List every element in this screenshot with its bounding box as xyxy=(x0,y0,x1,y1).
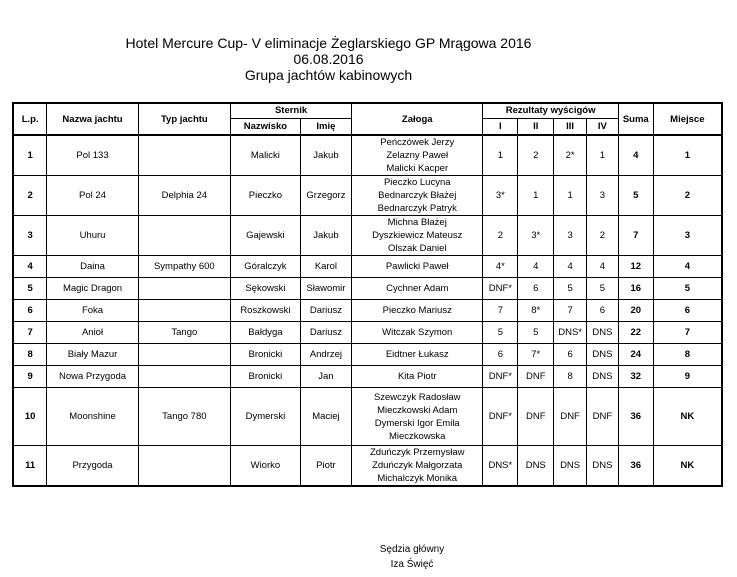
results-table xyxy=(12,102,723,487)
header-surname: Nazwisko xyxy=(231,118,301,135)
cell-helm-firstname: Piotr xyxy=(300,446,351,487)
cell-lp: 4 xyxy=(13,256,47,278)
cell-race-2: DNF xyxy=(518,388,554,446)
cell-yacht-type: Sympathy 600 xyxy=(138,256,230,278)
crew-member: Pieczko Lucyna xyxy=(383,177,451,188)
crew-member: Dyszkiewicz Mateusz xyxy=(372,230,463,241)
cell-lp: 7 xyxy=(13,322,47,344)
cell-crew xyxy=(352,135,483,176)
cell-race-1: 3* xyxy=(483,176,518,216)
cell-race-4: DNS xyxy=(587,366,619,388)
cell-crew xyxy=(352,278,483,300)
cell-place: 6 xyxy=(653,300,722,322)
crew-member: Zduńczyk Przemysław xyxy=(369,447,465,458)
cell-lp: 1 xyxy=(13,135,47,176)
cell-place: 3 xyxy=(653,216,722,256)
crew-member: Zelazny Paweł xyxy=(386,150,449,161)
cell-yacht-name: Anioł xyxy=(47,322,138,344)
cell-crew xyxy=(352,366,483,388)
header-lp: L.p. xyxy=(13,103,47,135)
cell-race-3: 6 xyxy=(554,344,587,366)
cell-place: 9 xyxy=(653,366,722,388)
crew-member: Olszak Daniel xyxy=(387,243,447,254)
cell-place: 2 xyxy=(653,176,722,216)
header-name: Nazwa jachtu xyxy=(47,103,138,135)
cell-race-4: DNS xyxy=(587,446,619,487)
crew-member: Pieczko Mariusz xyxy=(382,305,452,316)
cell-lp: 5 xyxy=(13,278,47,300)
cell-yacht-name: Foka xyxy=(47,300,138,322)
crew-member: Malicki Kacper xyxy=(386,163,449,174)
cell-yacht-name: Pol 24 xyxy=(47,176,138,216)
cell-race-1: DNS* xyxy=(483,446,518,487)
cell-crew xyxy=(352,388,483,446)
table-row xyxy=(13,300,722,322)
cell-yacht-type xyxy=(138,135,230,176)
cell-race-3: 4 xyxy=(554,256,587,278)
cell-yacht-name: Magic Dragon xyxy=(47,278,138,300)
cell-helm-firstname: Maciej xyxy=(300,388,351,446)
cell-race-1: 2 xyxy=(483,216,518,256)
cell-race-1: DNF* xyxy=(483,388,518,446)
table-row xyxy=(13,278,722,300)
cell-lp: 8 xyxy=(13,344,47,366)
cell-helm-firstname: Dariusz xyxy=(300,300,351,322)
header-firstname: Imię xyxy=(300,118,351,135)
crew-member: Dymerski Igor Emila xyxy=(374,417,460,429)
header-r3: III xyxy=(554,118,587,135)
cell-helm-firstname: Dariusz xyxy=(300,322,351,344)
cell-lp: 10 xyxy=(13,388,47,446)
cell-yacht-type xyxy=(138,300,230,322)
crew-member: Eidtner Łukasz xyxy=(385,349,449,360)
crew-member: Michalczyk Monika xyxy=(377,473,458,484)
cell-yacht-type: Delphia 24 xyxy=(138,176,230,216)
crew-member: Michna Błażej xyxy=(387,217,447,228)
cell-race-1: DNF* xyxy=(483,278,518,300)
cell-race-3: DNF xyxy=(554,388,587,446)
cell-race-2: 8* xyxy=(518,300,554,322)
cell-helm-surname: Bronicki xyxy=(231,344,301,366)
cell-sum: 20 xyxy=(618,300,653,322)
judge-title: Sędzia główny xyxy=(379,544,445,555)
cell-yacht-name: Moonshine xyxy=(47,388,138,446)
header-r1: I xyxy=(483,118,518,135)
cell-race-4: DNS xyxy=(587,344,619,366)
cell-sum: 4 xyxy=(618,135,653,176)
cell-lp: 2 xyxy=(13,176,47,216)
cell-race-4: DNF xyxy=(587,388,619,446)
cell-race-2: 5 xyxy=(518,322,554,344)
cell-yacht-type xyxy=(138,216,230,256)
table-row xyxy=(13,216,722,256)
cell-crew xyxy=(352,344,483,366)
cell-helm-firstname: Jakub xyxy=(300,135,351,176)
table-row xyxy=(13,388,722,446)
cell-yacht-name: Uhuru xyxy=(47,216,138,256)
cell-helm-surname: Bałdyga xyxy=(231,322,301,344)
cell-race-1: 7 xyxy=(483,300,518,322)
cell-yacht-type: Tango 780 xyxy=(138,388,230,446)
cell-sum: 16 xyxy=(618,278,653,300)
crew-member: Kita Piotr xyxy=(397,371,437,382)
cell-yacht-name: Przygoda xyxy=(47,446,138,487)
cell-helm-surname: Wiorko xyxy=(231,446,301,487)
cell-place: NK xyxy=(653,388,722,446)
cell-lp: 3 xyxy=(13,216,47,256)
cell-sum: 12 xyxy=(618,256,653,278)
cell-yacht-type xyxy=(138,278,230,300)
cell-sum: 32 xyxy=(618,366,653,388)
cell-race-3: 3 xyxy=(554,216,587,256)
cell-race-2: DNF xyxy=(518,366,554,388)
crew-member: Bednarczyk Błażej xyxy=(378,190,457,201)
cell-helm-surname: Gajewski xyxy=(231,216,301,256)
cell-race-1: DNF* xyxy=(483,366,518,388)
cell-sum: 5 xyxy=(618,176,653,216)
cell-race-3: 2* xyxy=(554,135,587,176)
cell-crew xyxy=(352,216,483,256)
cell-yacht-type xyxy=(138,366,230,388)
header-r4: IV xyxy=(587,118,619,135)
cell-race-2: 6 xyxy=(518,278,554,300)
cell-helm-surname: Góralczyk xyxy=(231,256,301,278)
cell-helm-surname: Malicki xyxy=(231,135,301,176)
cell-yacht-name: Biały Mazur xyxy=(47,344,138,366)
cell-race-2: DNS xyxy=(518,446,554,487)
cell-yacht-type: Tango xyxy=(138,322,230,344)
cell-race-4: 2 xyxy=(587,216,619,256)
cell-race-3: 1 xyxy=(554,176,587,216)
header-sum: Suma xyxy=(618,103,653,135)
cell-race-3: 5 xyxy=(554,278,587,300)
cell-helm-firstname: Sławomir xyxy=(300,278,351,300)
cell-sum: 24 xyxy=(618,344,653,366)
cell-race-3: 7 xyxy=(554,300,587,322)
cell-race-4: 3 xyxy=(587,176,619,216)
cell-race-4: DNS xyxy=(587,322,619,344)
crew-member: Zduńczyk Małgorzata xyxy=(372,460,463,471)
cell-race-2: 4 xyxy=(518,256,554,278)
cell-helm-surname: Dymerski xyxy=(231,388,301,446)
cell-race-1: 6 xyxy=(483,344,518,366)
header-place: Miejsce xyxy=(653,103,722,135)
cell-sum: 36 xyxy=(618,446,653,487)
cell-lp: 11 xyxy=(13,446,47,487)
table-row xyxy=(13,344,722,366)
crew-member: Cychner Adam xyxy=(386,283,449,294)
header-type: Typ jachtu xyxy=(138,103,230,135)
group-title: Grupa jachtów kabinowych xyxy=(244,67,413,83)
table-row xyxy=(13,176,722,216)
cell-helm-firstname: Karol xyxy=(300,256,351,278)
cell-helm-firstname: Jakub xyxy=(300,216,351,256)
header-results: Rezultaty wyścigów xyxy=(483,103,618,118)
cell-place: 7 xyxy=(653,322,722,344)
cell-race-4: 4 xyxy=(587,256,619,278)
cell-yacht-type xyxy=(138,446,230,487)
crew-member: Bednarczyk Patryk xyxy=(377,203,457,214)
cell-helm-surname: Pieczko xyxy=(231,176,301,216)
cell-race-3: DNS* xyxy=(554,322,587,344)
crew-member: Mieczkowska xyxy=(388,430,446,442)
cell-race-2: 3* xyxy=(518,216,554,256)
event-date: 06.08.2016 xyxy=(293,51,364,67)
cell-helm-surname: Roszkowski xyxy=(231,300,301,322)
cell-race-3: 8 xyxy=(554,366,587,388)
table-row xyxy=(13,256,722,278)
cell-yacht-name: Daina xyxy=(47,256,138,278)
cell-crew xyxy=(352,256,483,278)
table-row xyxy=(13,366,722,388)
header-crew: Załoga xyxy=(352,103,483,135)
cell-place: 8 xyxy=(653,344,722,366)
cell-place: 4 xyxy=(653,256,722,278)
judge-name: Iza Święć xyxy=(390,559,434,570)
cell-lp: 9 xyxy=(13,366,47,388)
cell-race-3: DNS xyxy=(554,446,587,487)
cell-sum: 22 xyxy=(618,322,653,344)
cell-yacht-type xyxy=(138,344,230,366)
cell-helm-surname: Sękowski xyxy=(231,278,301,300)
cell-race-4: 1 xyxy=(587,135,619,176)
cell-place: 5 xyxy=(653,278,722,300)
cell-helm-firstname: Andrzej xyxy=(300,344,351,366)
header-helm: Sternik xyxy=(231,103,352,118)
page-title: Hotel Mercure Cup- V eliminacje Żeglarskiego GP Mrągowa 2016 xyxy=(125,35,532,51)
cell-crew xyxy=(352,446,483,487)
crew-member: Peńczówek Jerzy xyxy=(380,137,455,148)
cell-place: 1 xyxy=(653,135,722,176)
cell-race-4: 5 xyxy=(587,278,619,300)
table-row xyxy=(13,322,722,344)
cell-race-2: 2 xyxy=(518,135,554,176)
crew-member: Witczak Szymon xyxy=(382,327,453,338)
cell-crew xyxy=(352,176,483,216)
cell-race-1: 5 xyxy=(483,322,518,344)
crew-member: Pawlicki Paweł xyxy=(385,261,449,272)
cell-lp: 6 xyxy=(13,300,47,322)
table-row xyxy=(13,446,722,487)
cell-race-2: 1 xyxy=(518,176,554,216)
cell-sum: 7 xyxy=(618,216,653,256)
table-row xyxy=(13,135,722,176)
cell-crew xyxy=(352,322,483,344)
cell-helm-firstname: Jan xyxy=(300,366,351,388)
cell-race-2: 7* xyxy=(518,344,554,366)
header-r2: II xyxy=(518,118,554,135)
crew-member: Mieczkowski Adam xyxy=(377,404,458,416)
cell-race-1: 4* xyxy=(483,256,518,278)
cell-race-1: 1 xyxy=(483,135,518,176)
crew-member: Szewczyk Radosław xyxy=(373,391,461,403)
cell-helm-surname: Bronicki xyxy=(231,366,301,388)
cell-crew xyxy=(352,300,483,322)
cell-yacht-name: Nowa Przygoda xyxy=(47,366,138,388)
cell-helm-firstname: Grzegorz xyxy=(300,176,351,216)
cell-place: NK xyxy=(653,446,722,487)
cell-sum: 36 xyxy=(618,388,653,446)
cell-yacht-name: Pol 133 xyxy=(47,135,138,176)
cell-race-4: 6 xyxy=(587,300,619,322)
